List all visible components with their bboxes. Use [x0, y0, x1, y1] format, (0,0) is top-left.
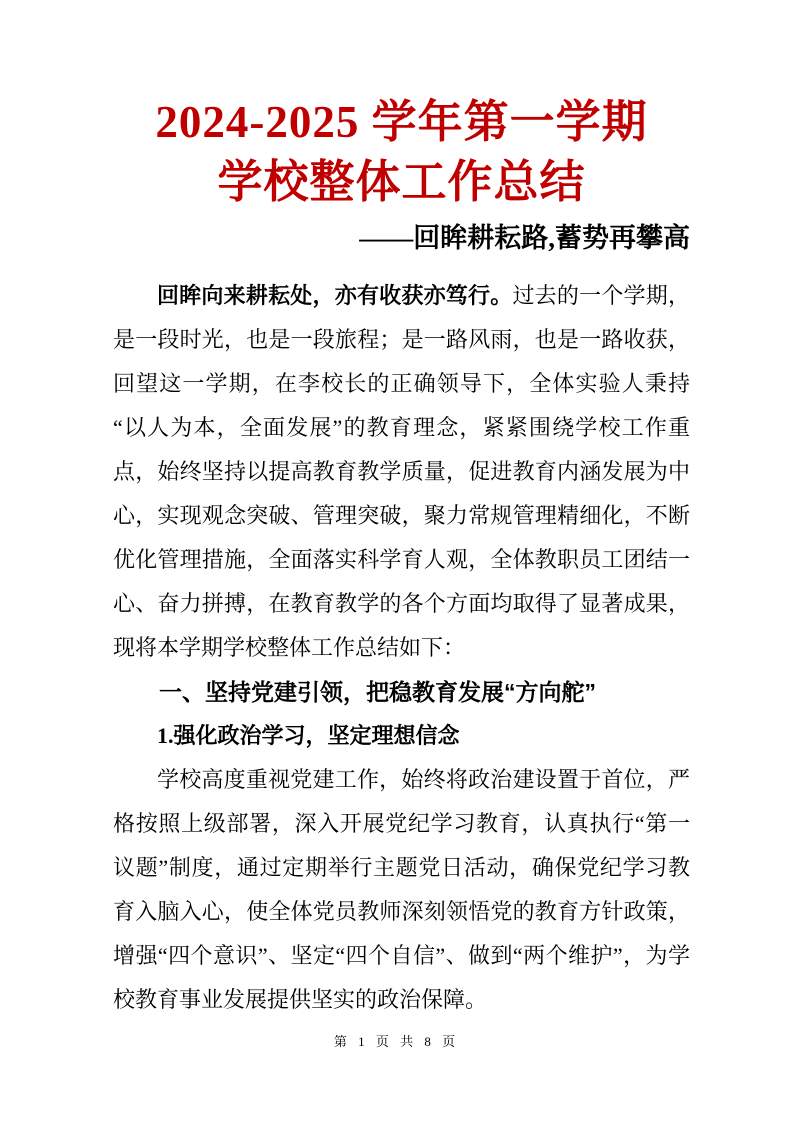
section-heading-1: 一、坚持党建引领，把稳教育发展“方向舵”: [159, 679, 596, 705]
page-number-footer: 第 1 页 共 8 页: [333, 1034, 460, 1049]
document-title-line2: 学校整体工作总结: [217, 157, 586, 207]
document-title-line1: 2024-2025 学年第一学期: [155, 97, 648, 147]
document-content: [113, 92, 690, 1022]
paragraph-intro-lead: 回眸向来耕耘处，亦有收获亦笃行。: [157, 283, 513, 308]
sub-heading-1-1: 1.强化政治学习，坚定理想信念: [157, 723, 460, 748]
document-title: [113, 92, 690, 212]
document-subtitle: ——回眸耕耘路,蓄势再攀高: [359, 223, 690, 253]
paragraph-party-building: 学校高度重视党建工作，始终将政治建设置于首位，严格按照上级部署，深入开展党纪学习教育，认真执行“第一议题”制度，通过定期举行主题党日活动，确保党纪学习教育入脑入心，使全体党员教师深刻领悟党的教育方针政策，增强“四个意识”、坚定“四个自信”、做到“两个维护”，为学校教育事业发展提供坚实的政治保障。: [113, 767, 690, 1012]
paragraph-intro-rest: 过去的一个学期，是一段时光，也是一段旅程；是一路风雨，也是一路收获，回望这一学期，在李校长的正确领导下，全体实验人秉持“以人为本，全面发展”的教育理念，紧紧围绕学校工作重点，始终坚持以提高教育教学质量，促进教育内涵发展为中心，实现观念突破、管理突破，聚力常规管理精细化，不断优化管理措施，全面落实科学育人观，全体教职员工团结一心、奋力拼搏，在教育教学的各个方面均取得了显著成果，现将本学期学校整体工作总结如下：: [113, 283, 690, 660]
document-body: [113, 274, 690, 1022]
paragraph-intro: [113, 274, 690, 670]
